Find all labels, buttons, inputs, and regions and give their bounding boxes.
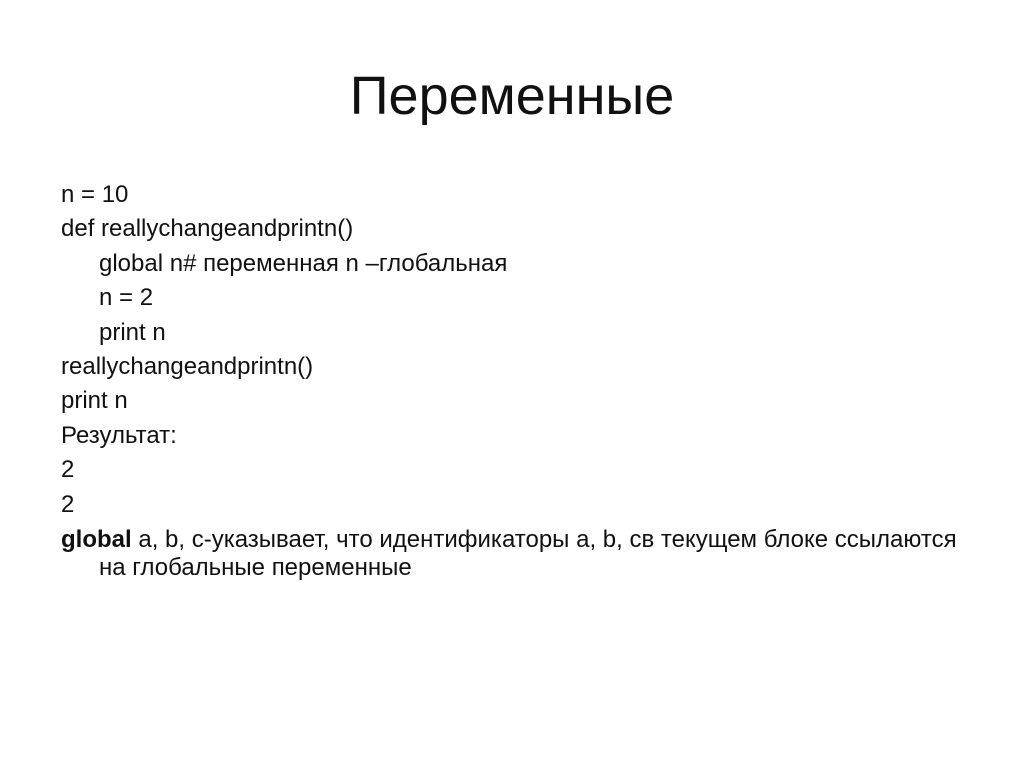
- code-line-assign: n = 10: [61, 181, 129, 208]
- result-value-1: 2: [61, 456, 75, 484]
- global-keyword: global: [61, 525, 132, 553]
- global-note: [61, 526, 961, 582]
- code-line-def: def reallychangeandprintn(): [61, 215, 354, 243]
- code-line-print-inner: print n: [99, 318, 166, 346]
- code-line-call: reallychangeandprintn(): [61, 352, 314, 380]
- slide-title: Переменные: [349, 66, 675, 126]
- slide-body: [61, 178, 961, 582]
- global-note-text: a, b, c-указывает, что идентификаторы a, b, св текущем блоке ссылаются на глобальные переменные: [99, 525, 957, 581]
- code-line-reassign: n = 2: [99, 284, 154, 312]
- code-line-print-outer: print n: [61, 387, 128, 415]
- result-label: Результат:: [61, 421, 177, 449]
- result-value-2: 2: [61, 490, 75, 518]
- code-line-global: global n# переменная n –глобальная: [99, 249, 508, 277]
